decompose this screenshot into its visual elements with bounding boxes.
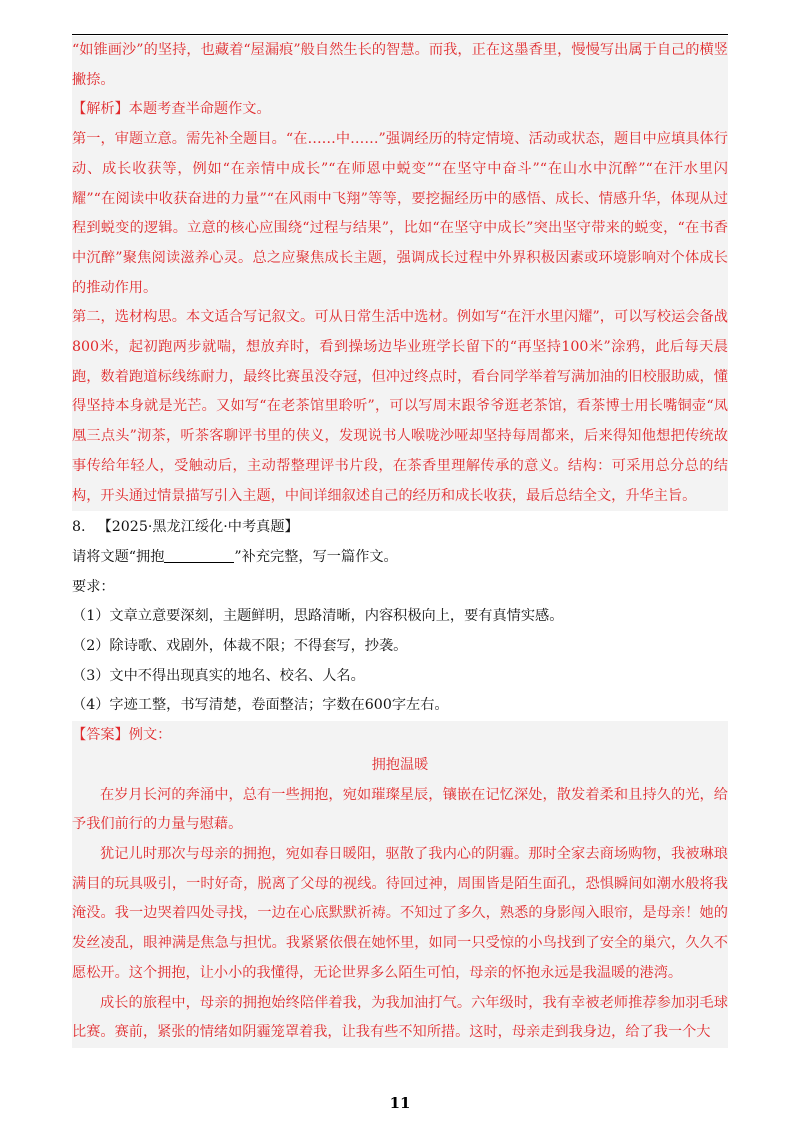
question-block xyxy=(72,513,728,721)
essay-title: 拥抱温暖 xyxy=(371,756,429,773)
prompt-before: 请将文题“拥抱 xyxy=(72,548,165,565)
question-number: 8. xyxy=(72,519,86,536)
answer-label: 例文： xyxy=(128,727,172,744)
question-prompt xyxy=(72,543,728,573)
previous-answer-block xyxy=(72,36,728,95)
answer-block xyxy=(72,721,728,1048)
analysis-tag: 【解析】 xyxy=(72,101,129,118)
document-page xyxy=(72,36,728,1048)
essay-paragraph-2: 犹记儿时那次与母亲的拥抱，宛如春日暖阳，驱散了我内心的阴霾。那时全家去商场购物，我被琳琅满目的玩具吸引，一时好奇，脱离了父母的视线。待回过神，周围皆是陌生面孔，恐惧瞬间如潮水般将我淹没。我一边哭着四处寻找，一边在心底默默祈祷。不知过了多久，熟悉的身影闯入眼帘，是母亲！她的发丝凌乱，眼神满是焦急与担忧。我紧紧依偎在她怀里，如同一只受惊的小鸟找到了安全的巢穴，久久不愿松开。这个拥抱，让小小的我懂得，无论世界多么陌生可怕，母亲的怀抱永远是我温暖的港湾。 xyxy=(72,845,728,981)
page-number: 11 xyxy=(389,1094,411,1112)
analysis-paragraph-2: 第二，选材构思。本文适合写记叙文。可从日常生活中选材。例如写“在汗水里闪耀”，可以写校运会备战800米，起初跑两步就喘，想放弃时，看到操场边毕业班学长留下的“再坚持100米”涂鸦，此后每天晨跑，数着跑道标线练耐力，最终比赛虽没夺冠，但冲过终点时，看台同学举着写满加油的旧校服助威，懂得坚持本身就是光芒。又如写“在老茶馆里聆听”，可以写周末跟爷爷逛老茶馆，看茶博士用长嘴铜壶“凤凰三点头”沏茶，听茶客聊评书里的侠义，发现说书人喉咙沙哑却坚持每周都来，后来得知他想把传统故事传给年轻人，受触动后，主动帮整理评书片段，在茶香里理解传承的意义。结构：可采用总分总的结构，开头通过情景描写引入主题，中间详细叙述自己的经历和成长收获，最后总结全文，升华主旨。 xyxy=(72,309,728,504)
prompt-after: ”补充完整，写一篇作文。 xyxy=(234,548,398,565)
analysis-block xyxy=(72,95,728,511)
fill-in-blank xyxy=(164,548,234,563)
answer-header xyxy=(72,721,728,751)
question-source: 【2025·黑龙江绥化·中考真题】 xyxy=(97,519,299,536)
question-header xyxy=(72,513,728,543)
requirement-3: （3）文中不得出现真实的地名、校名、人名。 xyxy=(72,667,365,684)
top-rule xyxy=(72,34,728,35)
analysis-intro-text: 本题考查半命题作文。 xyxy=(128,101,271,118)
requirement-4: （4）字迹工整，书写清楚，卷面整洁；字数在600字左右。 xyxy=(72,697,449,714)
requirements-label: 要求： xyxy=(72,578,115,595)
analysis-intro xyxy=(72,95,728,125)
requirement-1: （1）文章立意要深刻，主题鲜明，思路清晰，内容积极向上，要有真情实感。 xyxy=(72,608,564,625)
essay-paragraph-3: 成长的旅程中，母亲的拥抱始终陪伴着我，为我加油打气。六年级时，我有幸被老师推荐参加羽毛球比赛。赛前，紧张的情绪如阴霾笼罩着我，让我有些不知所措。这时，母亲走到我身边，给了我一个大 xyxy=(72,994,728,1041)
answer-tag: 【答案】 xyxy=(72,727,129,744)
previous-answer-ending: “如锥画沙”的坚持，也藏着“屋漏痕”般自然生长的智慧。而我，正在这墨香里，慢慢写出属于自己的横竖撇捺。 xyxy=(72,42,728,88)
analysis-paragraph-1: 第一，审题立意。需先补全题目。“在……中……”强调经历的特定情境、活动或状态，题目中应填具体行动、成长收获等，例如“在亲情中成长”“在师恩中蜕变”“在坚守中奋斗”“在山水中沉醉”“在汗水里闪耀”“在阅读中收获奋进的力量”“在风雨中飞翔”等等，要挖掘经历中的感悟、成长、情感升华，体现从过程到蜕变的逻辑。立意的核心应围绕“过程与结果”，比如“在坚守中成长”突出坚守带来的蜕变，“在书香中沉醉”聚焦阅读滋养心灵。总之应聚焦成长主题，强调成长过程中外界积极因素或环境影响对个体成长的推动作用。 xyxy=(72,131,728,296)
requirement-2: （2）除诗歌、戏剧外，体裁不限；不得套写，抄袭。 xyxy=(72,638,408,655)
essay-paragraph-1: 在岁月长河的奔涌中，总有一些拥抱，宛如璀璨星辰，镶嵌在记忆深处，散发着柔和且持久的光，给予我们前行的力量与慰藉。 xyxy=(72,786,728,833)
